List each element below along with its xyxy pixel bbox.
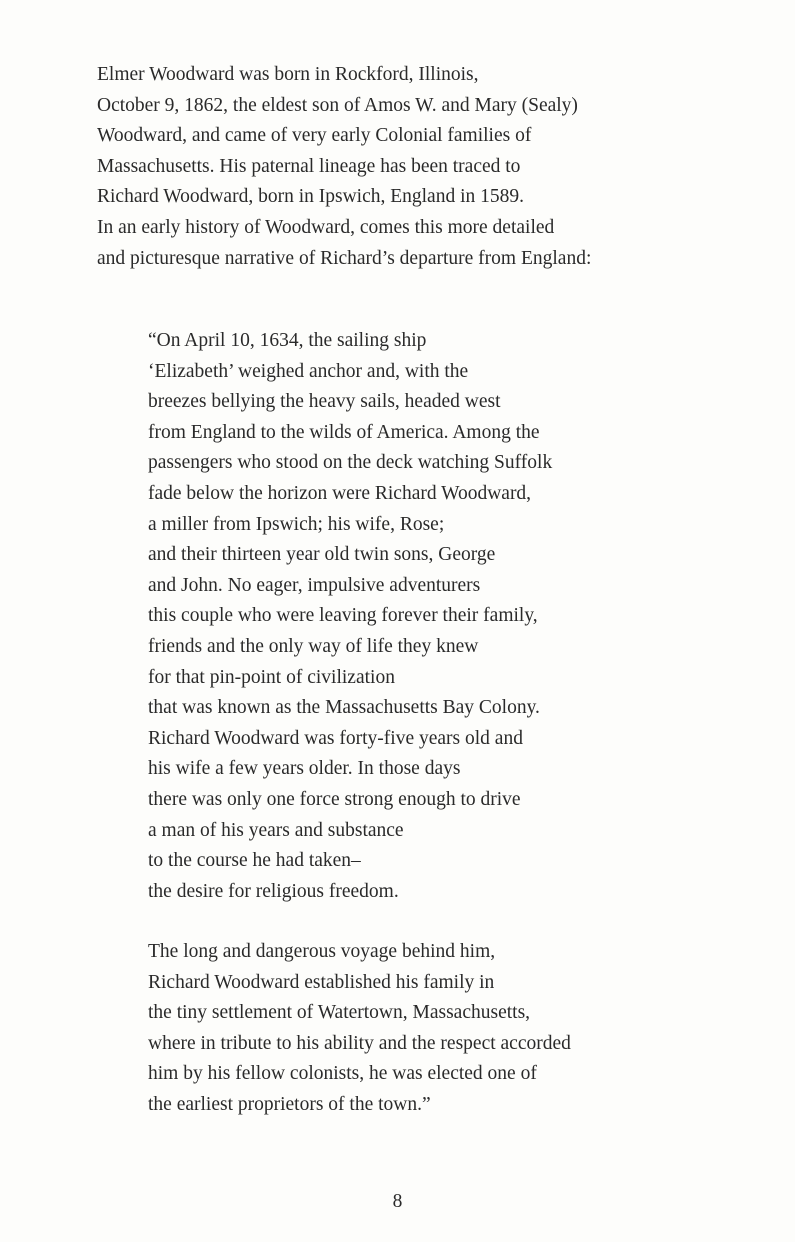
quote-line: to the course he had taken–	[148, 850, 361, 872]
quote-line: a miller from Ipswich; his wife, Rose;	[148, 513, 445, 535]
quote-line: where in tribute to his ability and the respect accorded	[148, 1032, 571, 1054]
text-line: Richard Woodward, born in Ipswich, England in 1589.	[97, 186, 525, 208]
quote-line: the tiny settlement of Watertown, Massachusetts,	[148, 1002, 531, 1024]
quote-line: a man of his years and substance	[148, 819, 404, 841]
quote-line: that was known as the Massachusetts Bay Colony.	[148, 697, 540, 719]
quote-line: from England to the wilds of America. Among the	[148, 421, 540, 443]
quote-line: and John. No eager, impulsive adventurers	[148, 574, 481, 596]
quote-line: passengers who stood on the deck watching Suffolk	[148, 452, 553, 474]
quote-line: fade below the horizon were Richard Woodward,	[148, 482, 532, 504]
text-line: October 9, 1862, the eldest son of Amos W. and Mary (Sealy)	[97, 94, 578, 116]
page-number: 8	[392, 1191, 403, 1212]
quote-line: “On April 10, 1634, the sailing ship	[148, 330, 427, 351]
text-line: and picturesque narrative of Richard’s departure from England:	[97, 247, 592, 269]
text-line: In an early history of Woodward, comes this more detailed	[97, 216, 555, 238]
block-quote-continuation	[148, 937, 748, 1121]
quote-line: his wife a few years older. In those days	[148, 758, 461, 780]
text-line: Elmer Woodward was born in Rockford, Illinois,	[97, 64, 479, 85]
quote-line: ‘Elizabeth’ weighed anchor and, with the	[148, 360, 469, 382]
quote-line: the earliest proprietors of the town.”	[148, 1093, 431, 1115]
quote-line: and their thirteen year old twin sons, George	[148, 544, 496, 566]
quote-line: him by his fellow colonists, he was elected one of	[148, 1063, 537, 1085]
quote-line: breezes bellying the heavy sails, headed west	[148, 391, 501, 413]
text-line: Woodward, and came of very early Colonial families of	[97, 125, 532, 147]
intro-paragraph	[97, 60, 737, 274]
quote-line: for that pin-point of civilization	[148, 666, 395, 688]
quote-line: friends and the only way of life they knew	[148, 635, 479, 657]
quote-line: the desire for religious freedom.	[148, 880, 399, 902]
quote-line: this couple who were leaving forever their family,	[148, 605, 538, 627]
quote-line: Richard Woodward established his family in	[148, 971, 495, 993]
text-line: Massachusetts. His paternal lineage has been traced to	[97, 155, 521, 177]
quote-line: Richard Woodward was forty-five years old and	[148, 727, 523, 749]
quote-line: The long and dangerous voyage behind him,	[148, 941, 496, 962]
quote-line: there was only one force strong enough to drive	[148, 788, 521, 810]
block-quote	[148, 326, 748, 907]
